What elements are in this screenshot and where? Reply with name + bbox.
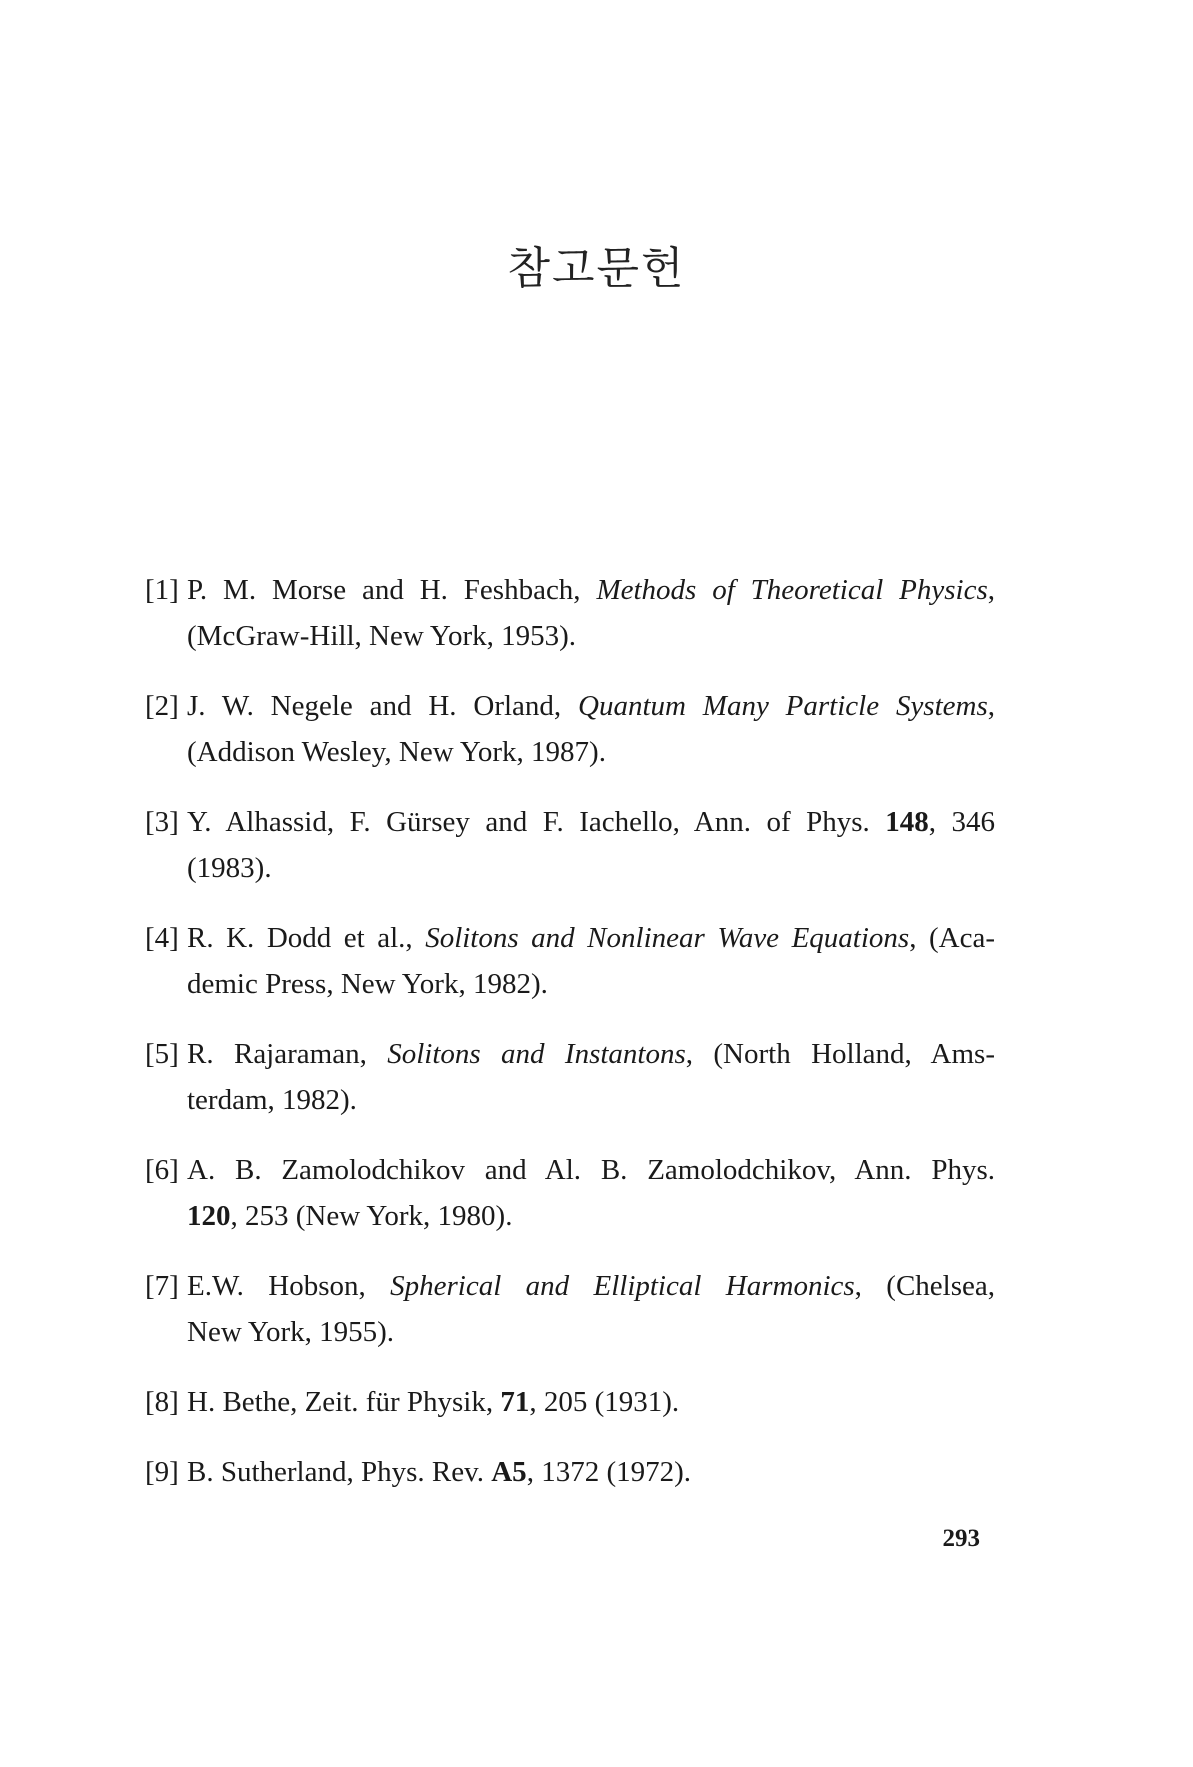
reference-line: (McGraw-Hill, New York, 1953). — [187, 620, 577, 652]
reference-line: (Addison Wesley, New York, 1987). — [187, 736, 606, 768]
reference-item — [145, 1147, 995, 1239]
reference-line: (1983). — [187, 852, 272, 884]
page-title: 참고문헌 — [507, 243, 686, 294]
reference-line: R. Rajaraman, Solitons and Instantons, (North Holland, Ams- — [187, 1038, 995, 1070]
reference-item — [145, 1449, 995, 1495]
reference-line: 120, 253 (New York, 1980). — [187, 1200, 513, 1232]
reference-number: [1] — [145, 574, 179, 606]
reference-line: J. W. Negele and H. Orland, Quantum Many Particle Systems, — [187, 690, 996, 722]
reference-line: Y. Alhassid, F. Gürsey and F. Iachello, Ann. of Phys. 148, 346 — [187, 806, 996, 838]
reference-item — [145, 1263, 995, 1355]
reference-line: terdam, 1982). — [187, 1084, 357, 1116]
reference-item — [145, 683, 995, 775]
reference-line: A. B. Zamolodchikov and Al. B. Zamolodchikov, Ann. Phys. — [187, 1154, 995, 1186]
reference-line: E.W. Hobson, Spherical and Elliptical Harmonics, (Chelsea, — [187, 1270, 995, 1302]
page-number: 293 — [942, 1525, 980, 1552]
reference-number: [3] — [145, 806, 179, 838]
reference-number: [2] — [145, 690, 179, 722]
reference-line: New York, 1955). — [187, 1316, 395, 1348]
reference-number: [5] — [145, 1038, 179, 1070]
reference-list — [145, 567, 995, 1519]
reference-item — [145, 915, 995, 1007]
reference-line: R. K. Dodd et al., Solitons and Nonlinear Wave Equations, (Aca- — [187, 922, 995, 954]
reference-number: [9] — [145, 1456, 179, 1488]
reference-number: [6] — [145, 1154, 179, 1186]
reference-line: B. Sutherland, Phys. Rev. A5, 1372 (1972). — [187, 1456, 692, 1488]
reference-item — [145, 567, 995, 659]
reference-number: [4] — [145, 922, 179, 954]
reference-number: [7] — [145, 1270, 179, 1302]
reference-line: demic Press, New York, 1982). — [187, 968, 548, 1000]
reference-line: P. M. Morse and H. Feshbach, Methods of Theoretical Physics, — [187, 574, 995, 606]
reference-number: [8] — [145, 1386, 179, 1418]
reference-item — [145, 799, 995, 891]
reference-item — [145, 1379, 995, 1425]
reference-line: H. Bethe, Zeit. für Physik, 71, 205 (1931). — [187, 1386, 680, 1418]
reference-item — [145, 1031, 995, 1123]
